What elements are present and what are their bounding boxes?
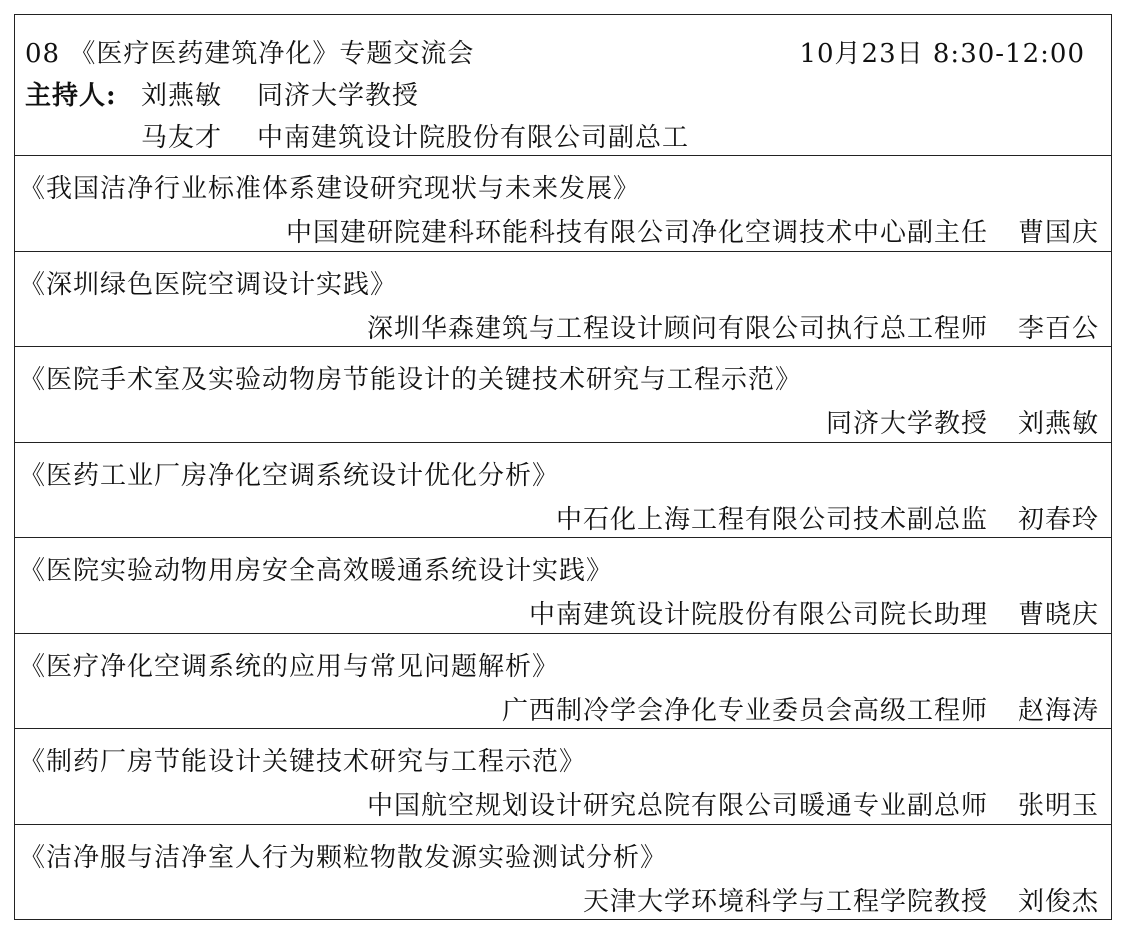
speaker-name: 初春玲 [1017,504,1099,535]
speaker-organization: 深圳华森建筑与工程设计顾问有限公司执行总工程师 [366,313,988,344]
host-label: 主持人: [25,81,117,111]
host-row [25,117,689,154]
talk-speaker [502,690,1099,727]
speaker-name: 曹国庆 [1017,218,1099,248]
talk-title: 《医院手术室及实验动物房节能设计的关键技术研究与工程示范》 [19,365,803,395]
speaker-name: 曹晓庆 [1017,600,1099,630]
speaker-organization: 中国航空规划设计研究总院有限公司暖通专业副总师 [366,791,988,821]
speaker-organization: 中南建筑设计院股份有限公司院长助理 [528,600,988,630]
talk-row [15,825,1111,921]
speaker-organization: 同济大学教授 [825,409,988,439]
talk-row [15,443,1111,539]
speaker-name: 赵海涛 [1017,695,1099,726]
session-time: 10月23日 8:30-12:00 [799,39,1085,69]
talk-speaker [367,785,1099,822]
talk-row [15,538,1111,634]
talk-title: 《深圳绿色医院空调设计实践》 [19,269,398,300]
session-title: 08 《医疗医药建筑净化》专题交流会 [25,39,475,69]
speaker-organization: 天津大学环境科学与工程学院教授 [582,886,988,917]
host-affiliation: 中南建筑设计院股份有限公司副总工 [257,123,690,153]
talk-row [15,252,1111,348]
speaker-name: 李百公 [1017,313,1099,344]
speaker-organization: 中国建研院建科环能科技有限公司净化空调技术中心副主任 [285,218,988,248]
speaker-name: 张明玉 [1017,791,1099,821]
talk-title: 《洁净服与洁净室人行为颗粒物散发源实验测试分析》 [19,842,668,873]
session-header [15,15,1111,156]
talk-speaker [583,881,1099,918]
speaker-name: 刘俊杰 [1017,886,1099,917]
speaker-name: 刘燕敏 [1017,409,1099,439]
talk-speaker [367,308,1099,345]
host-name: 马友才 [141,123,223,153]
host-name: 刘燕敏 [141,81,223,111]
speaker-organization: 广西制冷学会净化专业委员会高级工程师 [501,695,988,726]
talk-row [15,729,1111,825]
speaker-organization: 中石化上海工程有限公司技术副总监 [555,504,988,535]
talk-speaker [556,499,1099,536]
talk-row [15,634,1111,730]
talk-title: 《医院实验动物用房安全高效暖通系统设计实践》 [19,556,614,586]
talk-title: 《医疗净化空调系统的应用与常见问题解析》 [19,651,560,682]
talk-speaker [529,594,1099,631]
talk-speaker [826,403,1099,440]
host-row [25,75,419,112]
session-table [14,14,1112,920]
talk-title: 《医药工业厂房净化空调系统设计优化分析》 [19,460,560,491]
talk-title: 《我国洁净行业标准体系建设研究现状与未来发展》 [19,174,641,204]
talk-speaker [286,212,1099,249]
talk-title: 《制药厂房节能设计关键技术研究与工程示范》 [19,747,587,777]
talk-row [15,347,1111,443]
host-affiliation: 同济大学教授 [257,81,420,111]
talk-row [15,156,1111,252]
